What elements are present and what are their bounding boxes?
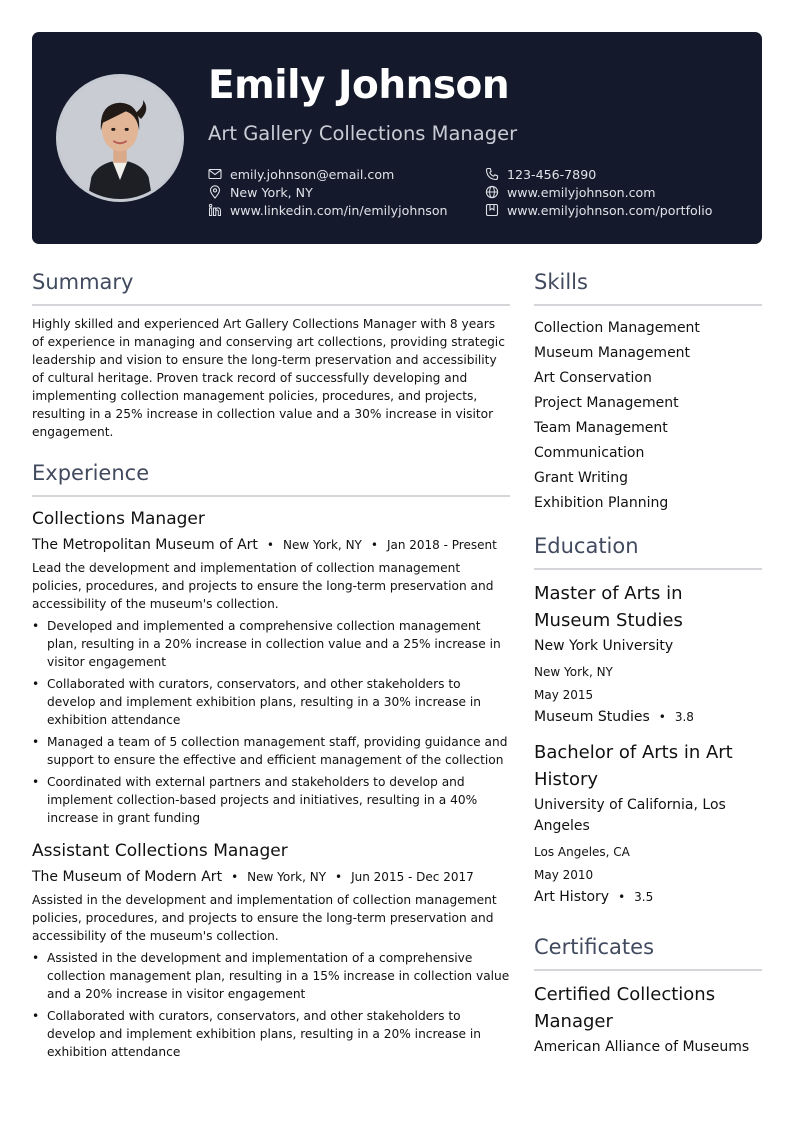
education-field: Museum Studies [534,709,650,725]
education-field-gpa [534,889,762,905]
separator-dot: • [618,890,626,904]
education-section [534,534,762,905]
job-title: Assistant Collections Manager [32,841,288,861]
achievement-item [32,773,510,827]
certificate-issuer: American Alliance of Museums [534,1039,750,1055]
achievement-text: Developed and implemented a comprehensive collection management plan, resulting in a 20% increase in collection value and a 25% increase in visitor engagement [47,619,501,669]
contact-info [208,165,738,225]
contact-email-text: emily.johnson@email.com [230,166,395,182]
contact-location-text: New York, NY [230,184,313,200]
summary-section [32,270,510,441]
candidate-title: Art Gallery Collections Manager [208,122,518,145]
job-company: The Museum of Modern Art [32,869,223,885]
contact-website[interactable] [485,183,656,201]
profile-photo [56,74,184,202]
certificate-entry [534,981,762,1058]
skill-item: Exhibition Planning [534,495,669,511]
job-meta [32,537,510,553]
main-column [32,270,510,1065]
skill-item: Museum Management [534,345,691,361]
job-location: New York, NY [247,870,327,884]
experience-section [32,461,510,1061]
phone-icon [485,167,499,181]
portfolio-icon [485,203,499,217]
achievement-text: Collaborated with curators, conservators, and other stakeholders to develop and implement exhibition plans, resulting in a 20% increase in exhibition attendance [47,1009,482,1059]
education-field: Art History [534,889,610,905]
achievement-item [32,1007,510,1061]
certificates-heading: Certificates [534,935,762,971]
education-date: May 2015 [534,688,594,702]
achievement-item [32,675,510,729]
separator-dot: • [231,870,239,884]
achievement-item [32,617,510,671]
candidate-name: Emily Johnson [208,63,510,108]
job-dates: Jun 2015 - Dec 2017 [351,870,474,884]
job-company: The Metropolitan Museum of Art [32,537,258,553]
job-entry [32,509,510,827]
bullet-dot: • [32,1009,40,1023]
education-gpa: 3.5 [634,890,654,904]
job-achievements [32,949,510,1061]
job-description: Lead the development and implementation of collection management policies, procedures, and projects to ensure the long-term preservation and accessibility of the museum's collection. [32,561,494,611]
certificates-section [534,935,762,1058]
profile-photo-image [59,77,181,199]
bullet-dot: • [32,677,40,691]
achievement-text: Collaborated with curators, conservators, and other stakeholders to develop and implement exhibition plans, resulting in a 30% increase in exhibition attendance [47,677,482,727]
job-title: Collections Manager [32,509,205,529]
achievement-item [32,949,510,1003]
job-achievements [32,617,510,827]
job-location: New York, NY [282,538,362,552]
bullet-dot: • [32,775,40,789]
achievement-text: Managed a team of 5 collection management staff, providing guidance and support to ensure the effective and efficient management of the collection [47,735,508,767]
contact-location [208,183,313,201]
skill-item: Project Management [534,395,679,411]
linkedin-icon [208,203,222,217]
contact-portfolio-text: www.emilyjohnson.com/portfolio [507,202,713,218]
education-heading: Education [534,534,762,570]
skill-item: Art Conservation [534,370,652,386]
resume-header [32,32,762,244]
education-location: New York, NY [534,665,613,679]
side-column [534,270,762,1058]
skill-item: Collection Management [534,320,700,336]
education-field-gpa [534,709,762,725]
education-school: University of California, Los Angeles [534,797,726,834]
job-entry [32,841,510,1061]
education-location: Los Angeles, CA [534,845,630,859]
globe-icon [485,185,499,199]
education-gpa: 3.8 [674,710,694,724]
experience-heading: Experience [32,461,510,497]
skills-heading: Skills [534,270,762,306]
achievement-item [32,733,510,769]
skill-item: Team Management [534,420,668,436]
job-dates: Jan 2018 - Present [386,538,497,552]
education-school: New York University [534,638,674,654]
contact-phone[interactable] [485,165,596,183]
skills-list [534,316,762,516]
contact-email[interactable] [208,165,394,183]
location-pin-icon [208,185,222,199]
education-degree: Master of Arts in Museum Studies [534,583,683,631]
education-date: May 2010 [534,868,594,882]
bullet-dot: • [32,735,40,749]
contact-portfolio[interactable] [485,201,712,219]
education-entry [534,739,762,905]
achievement-text: Assisted in the development and implementation of a comprehensive collection management plan, resulting in a 15% increase in collection value and a 20% increase in visitor engagement [47,951,510,1001]
education-degree: Bachelor of Arts in Art History [534,742,733,790]
separator-dot: • [658,710,666,724]
summary-heading: Summary [32,270,510,306]
achievement-text: Coordinated with external partners and stakeholders to develop and implement collection-based projects and initiatives, resulting in a 40% increase in grant funding [47,775,478,825]
contact-phone-text: 123-456-7890 [507,166,597,182]
separator-dot: • [370,538,378,552]
skill-item: Communication [534,445,645,461]
contact-website-text: www.emilyjohnson.com [507,184,656,200]
summary-text: Highly skilled and experienced Art Gallery Collections Manager with 8 years of experience in managing and conserving art collections, providing strategic leadership and vision to ensure the long-term preservation and accessibility of cultural heritage. Proven track record of successfully developing and implementing collection management policies, procedures, and projects, resulting in a 25% increase in collection value and a 30% increase in visitor engagement. [32,317,505,439]
skills-section [534,270,762,516]
job-description: Assisted in the development and implementation of collection management policies, procedures, and projects to ensure the long-term preservation and accessibility of the museum's collection. [32,893,497,943]
mail-icon [208,167,222,181]
bullet-dot: • [32,619,40,633]
job-meta [32,869,510,885]
contact-linkedin[interactable] [208,201,448,219]
bullet-dot: • [32,951,40,965]
separator-dot: • [335,870,343,884]
separator-dot: • [266,538,274,552]
certificate-name: Certified Collections Manager [534,984,716,1032]
contact-linkedin-text: www.linkedin.com/in/emilyjohnson [230,202,448,218]
education-entry [534,580,762,725]
skill-item: Grant Writing [534,470,628,486]
